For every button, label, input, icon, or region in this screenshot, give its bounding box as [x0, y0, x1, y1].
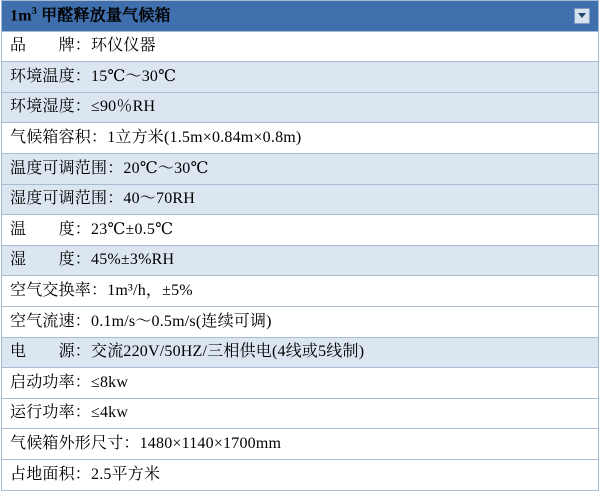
spec-air-velocity: 空气流速：0.1m/s～0.5m/s(连续可调) [2, 306, 599, 337]
table-row [2, 245, 599, 276]
spec-air-exchange-rate: 空气交换率：1m³/h，±5% [2, 276, 599, 307]
chevron-down-glyph [578, 13, 586, 18]
spec-temperature: 温 度：23℃±0.5℃ [2, 215, 599, 246]
spec-floor-area: 占地面积：2.5平方米 [2, 459, 599, 490]
spec-startup-power: 启动功率：≤8kw [2, 368, 599, 399]
spec-dimensions: 气候箱外形尺寸：1480×1140×1700mm [2, 429, 599, 460]
spec-humidity: 湿 度：45%±3%RH [2, 245, 599, 276]
table-row [2, 123, 599, 154]
table-row [2, 31, 599, 62]
spec-ambient-humidity: 环境湿度：≤90％RH [2, 92, 599, 123]
table-row [2, 215, 599, 246]
table-row [2, 398, 599, 429]
table-row [2, 368, 599, 399]
table-row [2, 429, 599, 460]
spec-ambient-temperature: 环境温度：15℃～30℃ [2, 62, 599, 93]
table-row [2, 276, 599, 307]
table-row [2, 184, 599, 215]
page-title [10, 6, 171, 26]
table-row [2, 153, 599, 184]
spec-humidity-range: 湿度可调范围：40～70RH [2, 184, 599, 215]
table-body [2, 1, 599, 491]
spec-brand: 品 牌：环仪仪器 [2, 31, 599, 62]
table-row [2, 92, 599, 123]
table-title-cell [2, 1, 599, 32]
spec-temperature-range: 温度可调范围：20℃～30℃ [2, 153, 599, 184]
specification-table [1, 0, 599, 491]
table-title-row [2, 1, 599, 32]
table-row [2, 62, 599, 93]
title-superscript: 3 [31, 5, 37, 17]
chevron-down-icon[interactable] [574, 8, 590, 24]
table-row [2, 459, 599, 490]
table-row [2, 306, 599, 337]
title-prefix: 1m [10, 7, 32, 25]
title-cell-inner [10, 6, 590, 26]
spec-power-supply: 电 源：交流220V/50HZ/三相供电(4线或5线制) [2, 337, 599, 368]
table-row [2, 337, 599, 368]
spec-running-power: 运行功率：≤4kw [2, 398, 599, 429]
spec-chamber-volume: 气候箱容积：1立方米(1.5m×0.84m×0.8m) [2, 123, 599, 154]
title-rest: 甲醛释放量气候箱 [36, 7, 171, 25]
